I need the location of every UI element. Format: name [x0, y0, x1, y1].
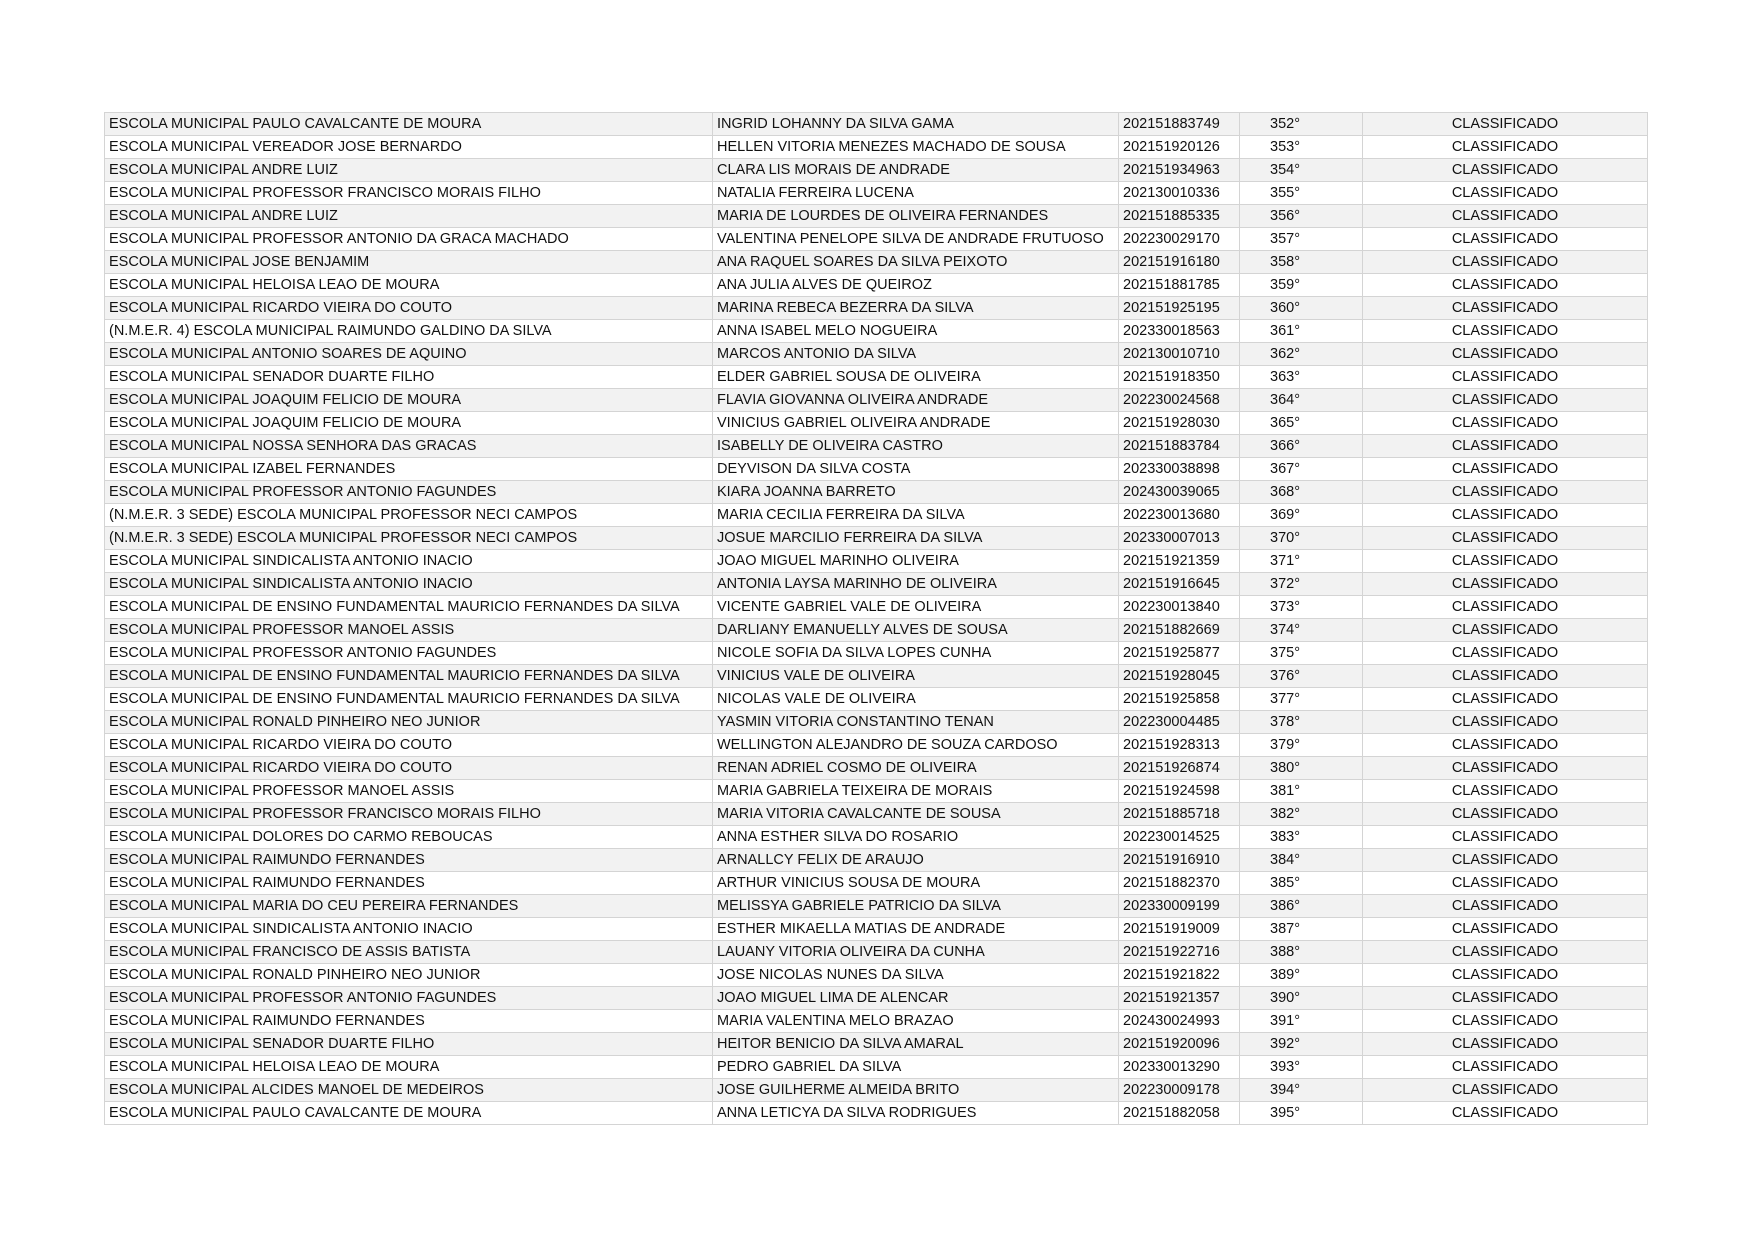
registration-number-cell: 202230029170	[1119, 228, 1240, 251]
status-cell: CLASSIFICADO	[1363, 1033, 1648, 1056]
school-cell: ESCOLA MUNICIPAL HELOISA LEAO DE MOURA	[105, 1056, 713, 1079]
student-name-cell: ANA RAQUEL SOARES DA SILVA PEIXOTO	[713, 251, 1119, 274]
school-cell: ESCOLA MUNICIPAL HELOISA LEAO DE MOURA	[105, 274, 713, 297]
table-row	[105, 205, 1648, 228]
table-row	[105, 849, 1648, 872]
school-cell: ESCOLA MUNICIPAL SENADOR DUARTE FILHO	[105, 366, 713, 389]
table-row	[105, 1010, 1648, 1033]
ranking-position-cell: 352°	[1240, 113, 1363, 136]
ranking-position-cell: 367°	[1240, 458, 1363, 481]
registration-number-cell: 202230013680	[1119, 504, 1240, 527]
school-cell: ESCOLA MUNICIPAL PROFESSOR MANOEL ASSIS	[105, 619, 713, 642]
ranking-position-cell: 376°	[1240, 665, 1363, 688]
registration-number-cell: 202151919009	[1119, 918, 1240, 941]
student-name-cell: RENAN ADRIEL COSMO DE OLIVEIRA	[713, 757, 1119, 780]
ranking-position-cell: 353°	[1240, 136, 1363, 159]
status-cell: CLASSIFICADO	[1363, 1056, 1648, 1079]
table-row	[105, 159, 1648, 182]
status-cell: CLASSIFICADO	[1363, 136, 1648, 159]
table-row	[105, 527, 1648, 550]
ranking-position-cell: 365°	[1240, 412, 1363, 435]
school-cell: ESCOLA MUNICIPAL RAIMUNDO FERNANDES	[105, 872, 713, 895]
student-name-cell: CLARA LIS MORAIS DE ANDRADE	[713, 159, 1119, 182]
student-name-cell: NICOLAS VALE DE OLIVEIRA	[713, 688, 1119, 711]
ranking-position-cell: 358°	[1240, 251, 1363, 274]
student-name-cell: NICOLE SOFIA DA SILVA LOPES CUNHA	[713, 642, 1119, 665]
table-row	[105, 619, 1648, 642]
registration-number-cell: 202330009199	[1119, 895, 1240, 918]
student-name-cell: YASMIN VITORIA CONSTANTINO TENAN	[713, 711, 1119, 734]
ranking-position-cell: 381°	[1240, 780, 1363, 803]
school-cell: ESCOLA MUNICIPAL DE ENSINO FUNDAMENTAL MAURICIO FERNANDES DA SILVA	[105, 665, 713, 688]
registration-number-cell: 202151883749	[1119, 113, 1240, 136]
ranking-position-cell: 357°	[1240, 228, 1363, 251]
status-cell: CLASSIFICADO	[1363, 251, 1648, 274]
school-cell: ESCOLA MUNICIPAL JOAQUIM FELICIO DE MOURA	[105, 389, 713, 412]
school-cell: ESCOLA MUNICIPAL ALCIDES MANOEL DE MEDEIROS	[105, 1079, 713, 1102]
student-name-cell: DARLIANY EMANUELLY ALVES DE SOUSA	[713, 619, 1119, 642]
student-name-cell: JOAO MIGUEL LIMA DE ALENCAR	[713, 987, 1119, 1010]
registration-number-cell: 202330007013	[1119, 527, 1240, 550]
ranking-position-cell: 374°	[1240, 619, 1363, 642]
status-cell: CLASSIFICADO	[1363, 412, 1648, 435]
table-row	[105, 1056, 1648, 1079]
school-cell: (N.M.E.R. 4) ESCOLA MUNICIPAL RAIMUNDO GALDINO DA SILVA	[105, 320, 713, 343]
school-cell: ESCOLA MUNICIPAL DE ENSINO FUNDAMENTAL MAURICIO FERNANDES DA SILVA	[105, 596, 713, 619]
table-row	[105, 504, 1648, 527]
registration-number-cell: 202230004485	[1119, 711, 1240, 734]
status-cell: CLASSIFICADO	[1363, 688, 1648, 711]
registration-number-cell: 202151928030	[1119, 412, 1240, 435]
school-cell: ESCOLA MUNICIPAL ANDRE LUIZ	[105, 205, 713, 228]
status-cell: CLASSIFICADO	[1363, 228, 1648, 251]
status-cell: CLASSIFICADO	[1363, 1102, 1648, 1125]
status-cell: CLASSIFICADO	[1363, 780, 1648, 803]
registration-number-cell: 202230024568	[1119, 389, 1240, 412]
student-name-cell: FLAVIA GIOVANNA OLIVEIRA ANDRADE	[713, 389, 1119, 412]
student-name-cell: VINICIUS GABRIEL OLIVEIRA ANDRADE	[713, 412, 1119, 435]
status-cell: CLASSIFICADO	[1363, 435, 1648, 458]
table-row	[105, 274, 1648, 297]
registration-number-cell: 202151921359	[1119, 550, 1240, 573]
status-cell: CLASSIFICADO	[1363, 619, 1648, 642]
registration-number-cell: 202151925195	[1119, 297, 1240, 320]
registration-number-cell: 202151922716	[1119, 941, 1240, 964]
table-row	[105, 573, 1648, 596]
results-table	[104, 112, 1648, 1125]
school-cell: ESCOLA MUNICIPAL PAULO CAVALCANTE DE MOURA	[105, 113, 713, 136]
status-cell: CLASSIFICADO	[1363, 527, 1648, 550]
school-cell: ESCOLA MUNICIPAL MARIA DO CEU PEREIRA FERNANDES	[105, 895, 713, 918]
table-row	[105, 136, 1648, 159]
ranking-position-cell: 360°	[1240, 297, 1363, 320]
status-cell: CLASSIFICADO	[1363, 987, 1648, 1010]
status-cell: CLASSIFICADO	[1363, 113, 1648, 136]
school-cell: ESCOLA MUNICIPAL FRANCISCO DE ASSIS BATISTA	[105, 941, 713, 964]
student-name-cell: ANNA LETICYA DA SILVA RODRIGUES	[713, 1102, 1119, 1125]
registration-number-cell: 202330038898	[1119, 458, 1240, 481]
student-name-cell: MELISSYA GABRIELE PATRICIO DA SILVA	[713, 895, 1119, 918]
ranking-position-cell: 393°	[1240, 1056, 1363, 1079]
school-cell: ESCOLA MUNICIPAL JOSE BENJAMIM	[105, 251, 713, 274]
status-cell: CLASSIFICADO	[1363, 159, 1648, 182]
school-cell: ESCOLA MUNICIPAL RAIMUNDO FERNANDES	[105, 1010, 713, 1033]
ranking-position-cell: 391°	[1240, 1010, 1363, 1033]
registration-number-cell: 202151920126	[1119, 136, 1240, 159]
table-row	[105, 665, 1648, 688]
student-name-cell: HEITOR BENICIO DA SILVA AMARAL	[713, 1033, 1119, 1056]
status-cell: CLASSIFICADO	[1363, 1079, 1648, 1102]
ranking-position-cell: 392°	[1240, 1033, 1363, 1056]
status-cell: CLASSIFICADO	[1363, 964, 1648, 987]
status-cell: CLASSIFICADO	[1363, 734, 1648, 757]
table-row	[105, 297, 1648, 320]
status-cell: CLASSIFICADO	[1363, 849, 1648, 872]
status-cell: CLASSIFICADO	[1363, 550, 1648, 573]
registration-number-cell: 202151921357	[1119, 987, 1240, 1010]
ranking-position-cell: 362°	[1240, 343, 1363, 366]
status-cell: CLASSIFICADO	[1363, 941, 1648, 964]
status-cell: CLASSIFICADO	[1363, 320, 1648, 343]
ranking-position-cell: 372°	[1240, 573, 1363, 596]
registration-number-cell: 202151925858	[1119, 688, 1240, 711]
student-name-cell: JOSE GUILHERME ALMEIDA BRITO	[713, 1079, 1119, 1102]
student-name-cell: MARIA CECILIA FERREIRA DA SILVA	[713, 504, 1119, 527]
status-cell: CLASSIFICADO	[1363, 343, 1648, 366]
student-name-cell: JOSE NICOLAS NUNES DA SILVA	[713, 964, 1119, 987]
registration-number-cell: 202151928313	[1119, 734, 1240, 757]
registration-number-cell: 202151882058	[1119, 1102, 1240, 1125]
status-cell: CLASSIFICADO	[1363, 665, 1648, 688]
ranking-position-cell: 364°	[1240, 389, 1363, 412]
ranking-position-cell: 384°	[1240, 849, 1363, 872]
registration-number-cell: 202230014525	[1119, 826, 1240, 849]
registration-number-cell: 202151883784	[1119, 435, 1240, 458]
school-cell: ESCOLA MUNICIPAL JOAQUIM FELICIO DE MOURA	[105, 412, 713, 435]
ranking-position-cell: 356°	[1240, 205, 1363, 228]
school-cell: ESCOLA MUNICIPAL SENADOR DUARTE FILHO	[105, 1033, 713, 1056]
registration-number-cell: 202151924598	[1119, 780, 1240, 803]
status-cell: CLASSIFICADO	[1363, 918, 1648, 941]
registration-number-cell: 202151918350	[1119, 366, 1240, 389]
ranking-position-cell: 390°	[1240, 987, 1363, 1010]
status-cell: CLASSIFICADO	[1363, 826, 1648, 849]
registration-number-cell: 202151882669	[1119, 619, 1240, 642]
table-row	[105, 412, 1648, 435]
status-cell: CLASSIFICADO	[1363, 596, 1648, 619]
ranking-position-cell: 355°	[1240, 182, 1363, 205]
school-cell: (N.M.E.R. 3 SEDE) ESCOLA MUNICIPAL PROFESSOR NECI CAMPOS	[105, 527, 713, 550]
registration-number-cell: 202151921822	[1119, 964, 1240, 987]
table-row	[105, 918, 1648, 941]
student-name-cell: ARNALLCY FELIX DE ARAUJO	[713, 849, 1119, 872]
results-table-body	[105, 113, 1648, 1125]
student-name-cell: NATALIA FERREIRA LUCENA	[713, 182, 1119, 205]
ranking-position-cell: 369°	[1240, 504, 1363, 527]
registration-number-cell: 202151916645	[1119, 573, 1240, 596]
student-name-cell: VICENTE GABRIEL VALE DE OLIVEIRA	[713, 596, 1119, 619]
ranking-position-cell: 385°	[1240, 872, 1363, 895]
school-cell: ESCOLA MUNICIPAL IZABEL FERNANDES	[105, 458, 713, 481]
ranking-position-cell: 383°	[1240, 826, 1363, 849]
ranking-position-cell: 363°	[1240, 366, 1363, 389]
registration-number-cell: 202151882370	[1119, 872, 1240, 895]
student-name-cell: MARIA VALENTINA MELO BRAZAO	[713, 1010, 1119, 1033]
table-row	[105, 435, 1648, 458]
ranking-position-cell: 375°	[1240, 642, 1363, 665]
table-row	[105, 826, 1648, 849]
student-name-cell: LAUANY VITORIA OLIVEIRA DA CUNHA	[713, 941, 1119, 964]
registration-number-cell: 202151885335	[1119, 205, 1240, 228]
registration-number-cell: 202330013290	[1119, 1056, 1240, 1079]
status-cell: CLASSIFICADO	[1363, 711, 1648, 734]
table-row	[105, 251, 1648, 274]
student-name-cell: ANNA ISABEL MELO NOGUEIRA	[713, 320, 1119, 343]
student-name-cell: DEYVISON DA SILVA COSTA	[713, 458, 1119, 481]
student-name-cell: WELLINGTON ALEJANDRO DE SOUZA CARDOSO	[713, 734, 1119, 757]
ranking-position-cell: 366°	[1240, 435, 1363, 458]
school-cell: ESCOLA MUNICIPAL PROFESSOR ANTONIO FAGUNDES	[105, 987, 713, 1010]
table-row	[105, 320, 1648, 343]
registration-number-cell: 202230013840	[1119, 596, 1240, 619]
registration-number-cell: 202151916180	[1119, 251, 1240, 274]
school-cell: ESCOLA MUNICIPAL SINDICALISTA ANTONIO INACIO	[105, 550, 713, 573]
status-cell: CLASSIFICADO	[1363, 803, 1648, 826]
student-name-cell: ELDER GABRIEL SOUSA DE OLIVEIRA	[713, 366, 1119, 389]
registration-number-cell: 202151881785	[1119, 274, 1240, 297]
school-cell: ESCOLA MUNICIPAL PROFESSOR FRANCISCO MORAIS FILHO	[105, 182, 713, 205]
school-cell: ESCOLA MUNICIPAL SINDICALISTA ANTONIO INACIO	[105, 573, 713, 596]
status-cell: CLASSIFICADO	[1363, 481, 1648, 504]
table-row	[105, 343, 1648, 366]
student-name-cell: ANNA ESTHER SILVA DO ROSARIO	[713, 826, 1119, 849]
student-name-cell: JOAO MIGUEL MARINHO OLIVEIRA	[713, 550, 1119, 573]
school-cell: ESCOLA MUNICIPAL RONALD PINHEIRO NEO JUNIOR	[105, 964, 713, 987]
school-cell: ESCOLA MUNICIPAL PROFESSOR ANTONIO FAGUNDES	[105, 481, 713, 504]
status-cell: CLASSIFICADO	[1363, 366, 1648, 389]
student-name-cell: MARIA DE LOURDES DE OLIVEIRA FERNANDES	[713, 205, 1119, 228]
student-name-cell: JOSUE MARCILIO FERREIRA DA SILVA	[713, 527, 1119, 550]
registration-number-cell: 202151920096	[1119, 1033, 1240, 1056]
school-cell: ESCOLA MUNICIPAL DOLORES DO CARMO REBOUCAS	[105, 826, 713, 849]
registration-number-cell: 202151928045	[1119, 665, 1240, 688]
status-cell: CLASSIFICADO	[1363, 573, 1648, 596]
table-row	[105, 780, 1648, 803]
table-row	[105, 550, 1648, 573]
table-row	[105, 1079, 1648, 1102]
student-name-cell: ANA JULIA ALVES DE QUEIROZ	[713, 274, 1119, 297]
registration-number-cell: 202430024993	[1119, 1010, 1240, 1033]
ranking-position-cell: 371°	[1240, 550, 1363, 573]
registration-number-cell: 202151925877	[1119, 642, 1240, 665]
student-name-cell: MARIA GABRIELA TEIXEIRA DE MORAIS	[713, 780, 1119, 803]
table-row	[105, 1033, 1648, 1056]
school-cell: ESCOLA MUNICIPAL RAIMUNDO FERNANDES	[105, 849, 713, 872]
registration-number-cell: 202430039065	[1119, 481, 1240, 504]
student-name-cell: VALENTINA PENELOPE SILVA DE ANDRADE FRUTUOSO	[713, 228, 1119, 251]
table-row	[105, 734, 1648, 757]
table-row	[105, 1102, 1648, 1125]
status-cell: CLASSIFICADO	[1363, 757, 1648, 780]
registration-number-cell: 202151916910	[1119, 849, 1240, 872]
ranking-position-cell: 394°	[1240, 1079, 1363, 1102]
school-cell: ESCOLA MUNICIPAL RICARDO VIEIRA DO COUTO	[105, 757, 713, 780]
ranking-position-cell: 380°	[1240, 757, 1363, 780]
ranking-position-cell: 389°	[1240, 964, 1363, 987]
ranking-position-cell: 368°	[1240, 481, 1363, 504]
school-cell: ESCOLA MUNICIPAL PROFESSOR ANTONIO DA GRACA MACHADO	[105, 228, 713, 251]
student-name-cell: ARTHUR VINICIUS SOUSA DE MOURA	[713, 872, 1119, 895]
school-cell: ESCOLA MUNICIPAL VEREADOR JOSE BERNARDO	[105, 136, 713, 159]
table-row	[105, 113, 1648, 136]
student-name-cell: INGRID LOHANNY DA SILVA GAMA	[713, 113, 1119, 136]
student-name-cell: PEDRO GABRIEL DA SILVA	[713, 1056, 1119, 1079]
table-row	[105, 711, 1648, 734]
table-row	[105, 481, 1648, 504]
table-row	[105, 803, 1648, 826]
ranking-position-cell: 382°	[1240, 803, 1363, 826]
ranking-position-cell: 370°	[1240, 527, 1363, 550]
ranking-position-cell: 361°	[1240, 320, 1363, 343]
status-cell: CLASSIFICADO	[1363, 389, 1648, 412]
table-row	[105, 642, 1648, 665]
school-cell: ESCOLA MUNICIPAL PROFESSOR FRANCISCO MORAIS FILHO	[105, 803, 713, 826]
table-row	[105, 688, 1648, 711]
status-cell: CLASSIFICADO	[1363, 205, 1648, 228]
student-name-cell: HELLEN VITORIA MENEZES MACHADO DE SOUSA	[713, 136, 1119, 159]
registration-number-cell: 202230009178	[1119, 1079, 1240, 1102]
registration-number-cell: 202330018563	[1119, 320, 1240, 343]
ranking-position-cell: 388°	[1240, 941, 1363, 964]
registration-number-cell: 202130010710	[1119, 343, 1240, 366]
student-name-cell: ANTONIA LAYSA MARINHO DE OLIVEIRA	[713, 573, 1119, 596]
ranking-position-cell: 379°	[1240, 734, 1363, 757]
table-row	[105, 895, 1648, 918]
school-cell: ESCOLA MUNICIPAL RONALD PINHEIRO NEO JUNIOR	[105, 711, 713, 734]
table-row	[105, 458, 1648, 481]
status-cell: CLASSIFICADO	[1363, 504, 1648, 527]
table-row	[105, 366, 1648, 389]
school-cell: (N.M.E.R. 3 SEDE) ESCOLA MUNICIPAL PROFESSOR NECI CAMPOS	[105, 504, 713, 527]
status-cell: CLASSIFICADO	[1363, 872, 1648, 895]
student-name-cell: KIARA JOANNA BARRETO	[713, 481, 1119, 504]
ranking-position-cell: 354°	[1240, 159, 1363, 182]
registration-number-cell: 202151934963	[1119, 159, 1240, 182]
ranking-position-cell: 395°	[1240, 1102, 1363, 1125]
registration-number-cell: 202151885718	[1119, 803, 1240, 826]
ranking-position-cell: 378°	[1240, 711, 1363, 734]
registration-number-cell: 202151926874	[1119, 757, 1240, 780]
status-cell: CLASSIFICADO	[1363, 1010, 1648, 1033]
student-name-cell: ISABELLY DE OLIVEIRA CASTRO	[713, 435, 1119, 458]
school-cell: ESCOLA MUNICIPAL ANTONIO SOARES DE AQUINO	[105, 343, 713, 366]
student-name-cell: MARIA VITORIA CAVALCANTE DE SOUSA	[713, 803, 1119, 826]
ranking-position-cell: 387°	[1240, 918, 1363, 941]
status-cell: CLASSIFICADO	[1363, 274, 1648, 297]
table-row	[105, 964, 1648, 987]
status-cell: CLASSIFICADO	[1363, 458, 1648, 481]
table-row	[105, 228, 1648, 251]
ranking-position-cell: 359°	[1240, 274, 1363, 297]
school-cell: ESCOLA MUNICIPAL PROFESSOR MANOEL ASSIS	[105, 780, 713, 803]
school-cell: ESCOLA MUNICIPAL ANDRE LUIZ	[105, 159, 713, 182]
table-row	[105, 757, 1648, 780]
table-row	[105, 182, 1648, 205]
school-cell: ESCOLA MUNICIPAL SINDICALISTA ANTONIO INACIO	[105, 918, 713, 941]
table-row	[105, 987, 1648, 1010]
student-name-cell: MARINA REBECA BEZERRA DA SILVA	[713, 297, 1119, 320]
table-row	[105, 872, 1648, 895]
school-cell: ESCOLA MUNICIPAL PAULO CAVALCANTE DE MOURA	[105, 1102, 713, 1125]
status-cell: CLASSIFICADO	[1363, 642, 1648, 665]
ranking-position-cell: 386°	[1240, 895, 1363, 918]
student-name-cell: VINICIUS VALE DE OLIVEIRA	[713, 665, 1119, 688]
table-row	[105, 389, 1648, 412]
registration-number-cell: 202130010336	[1119, 182, 1240, 205]
school-cell: ESCOLA MUNICIPAL NOSSA SENHORA DAS GRACAS	[105, 435, 713, 458]
status-cell: CLASSIFICADO	[1363, 895, 1648, 918]
school-cell: ESCOLA MUNICIPAL RICARDO VIEIRA DO COUTO	[105, 297, 713, 320]
table-row	[105, 941, 1648, 964]
status-cell: CLASSIFICADO	[1363, 297, 1648, 320]
school-cell: ESCOLA MUNICIPAL RICARDO VIEIRA DO COUTO	[105, 734, 713, 757]
student-name-cell: MARCOS ANTONIO DA SILVA	[713, 343, 1119, 366]
ranking-position-cell: 377°	[1240, 688, 1363, 711]
status-cell: CLASSIFICADO	[1363, 182, 1648, 205]
student-name-cell: ESTHER MIKAELLA MATIAS DE ANDRADE	[713, 918, 1119, 941]
ranking-position-cell: 373°	[1240, 596, 1363, 619]
school-cell: ESCOLA MUNICIPAL PROFESSOR ANTONIO FAGUNDES	[105, 642, 713, 665]
school-cell: ESCOLA MUNICIPAL DE ENSINO FUNDAMENTAL MAURICIO FERNANDES DA SILVA	[105, 688, 713, 711]
table-row	[105, 596, 1648, 619]
